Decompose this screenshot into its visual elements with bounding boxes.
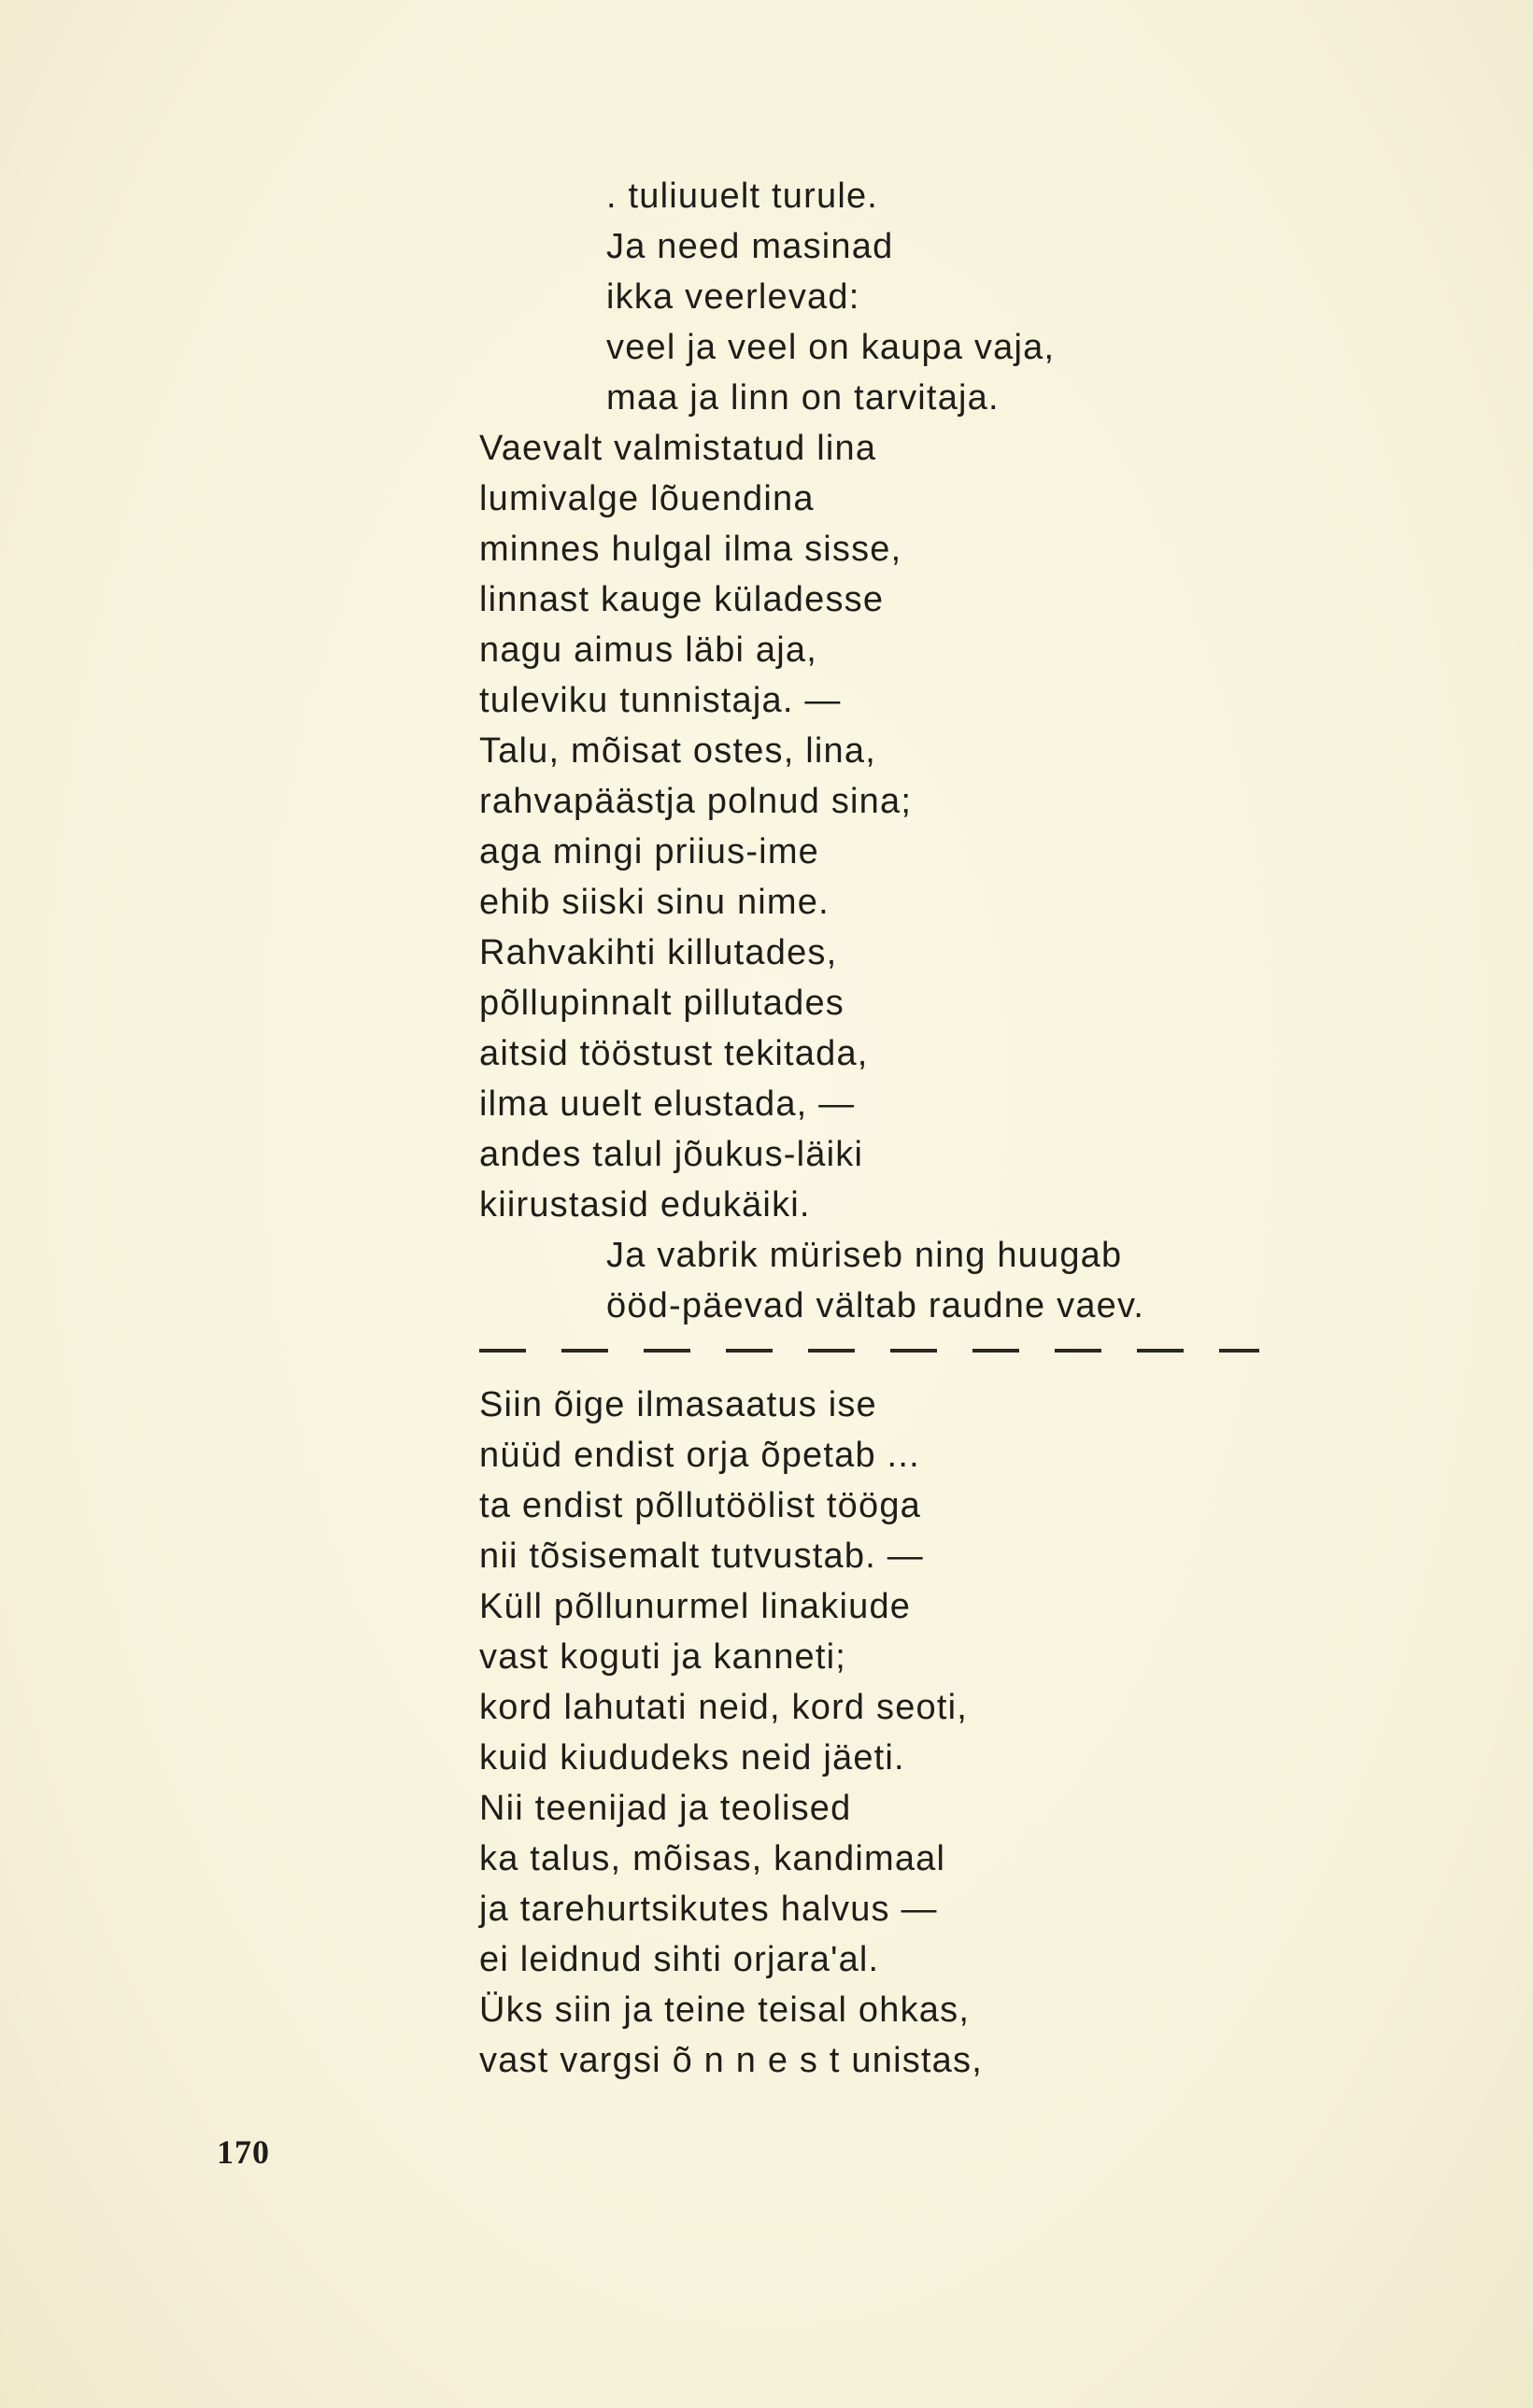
poem-line: kuid kiududeks neid jäeti. (479, 1738, 905, 1778)
poem-line: ta endist põllutöölist tööga (479, 1486, 922, 1525)
poem-line: ei leidnud sihti orjara'al. (479, 1940, 880, 1979)
poem-line: Üks siin ja teine teisal ohkas, (479, 1990, 971, 2030)
poem-line: ja tarehurtsikutes halvus — (479, 1890, 938, 1929)
poem-line: rahvapäästja polnud sina; (479, 782, 913, 821)
poem-line: aitsid tööstust tekitada, (479, 1034, 869, 1073)
poem-line: ööd-päevad vältab raudne vaev. (606, 1286, 1145, 1325)
poem-line: Vaevalt valmistatud lina (479, 429, 877, 468)
poem-line: ilma uuelt elustada, — (479, 1084, 856, 1124)
poem-line: Küll põllunurmel linakiude (479, 1587, 912, 1626)
poem-line: tuleviku tunnistaja. — (479, 681, 842, 720)
poem-line: linnast kauge küladesse (479, 580, 885, 619)
section-divider (479, 1349, 1259, 1353)
poem-line: Ja need masinad (606, 227, 894, 266)
poem-line: Nii teenijad ja teolised (479, 1789, 852, 1828)
poem-line: andes talul jõukus-läiki (479, 1135, 864, 1174)
poem-line: nii tõsisemalt tutvustab. — (479, 1537, 924, 1576)
poem-line: kord lahutati neid, kord seoti, (479, 1688, 969, 1727)
poem-line: Talu, mõisat ostes, lina, (479, 731, 876, 771)
poem-line: lumivalge lõuendina (479, 479, 815, 518)
poem-line: Rahvakihti killutades, (479, 933, 838, 972)
page-number: 170 (217, 2133, 270, 2171)
poem-line: vast koguti ja kanneti; (479, 1637, 847, 1677)
poem-line: põllupinnalt pillutades (479, 984, 845, 1023)
poem-line: maa ja linn on tarvitaja. (606, 378, 1000, 418)
poem-line: minnes hulgal ilma sisse, (479, 530, 902, 569)
poem-line: Siin õige ilmasaatus ise (479, 1385, 877, 1424)
poem-line: Ja vabrik müriseb ning huugab (606, 1236, 1123, 1275)
poem-line: nagu aimus läbi aja, (479, 630, 817, 670)
poem-line: ikka veerlevad: (606, 277, 860, 317)
poem-line: aga mingi priius-ime (479, 832, 820, 871)
poem-line: ehib siiski sinu nime. (479, 883, 830, 922)
poem-line: nüüd endist orja õpetab ... (479, 1436, 920, 1475)
poem-line: veel ja veel on kaupa vaja, (606, 328, 1056, 367)
poem-line: vast vargsi õ n n e s t unistas, (479, 2041, 983, 2080)
poem-line: kiirustasid edukäiki. (479, 1185, 811, 1225)
poem-line: ka talus, mõisas, kandimaal (479, 1839, 946, 1878)
poem-line: . tuliuuelt turule. (606, 177, 879, 216)
